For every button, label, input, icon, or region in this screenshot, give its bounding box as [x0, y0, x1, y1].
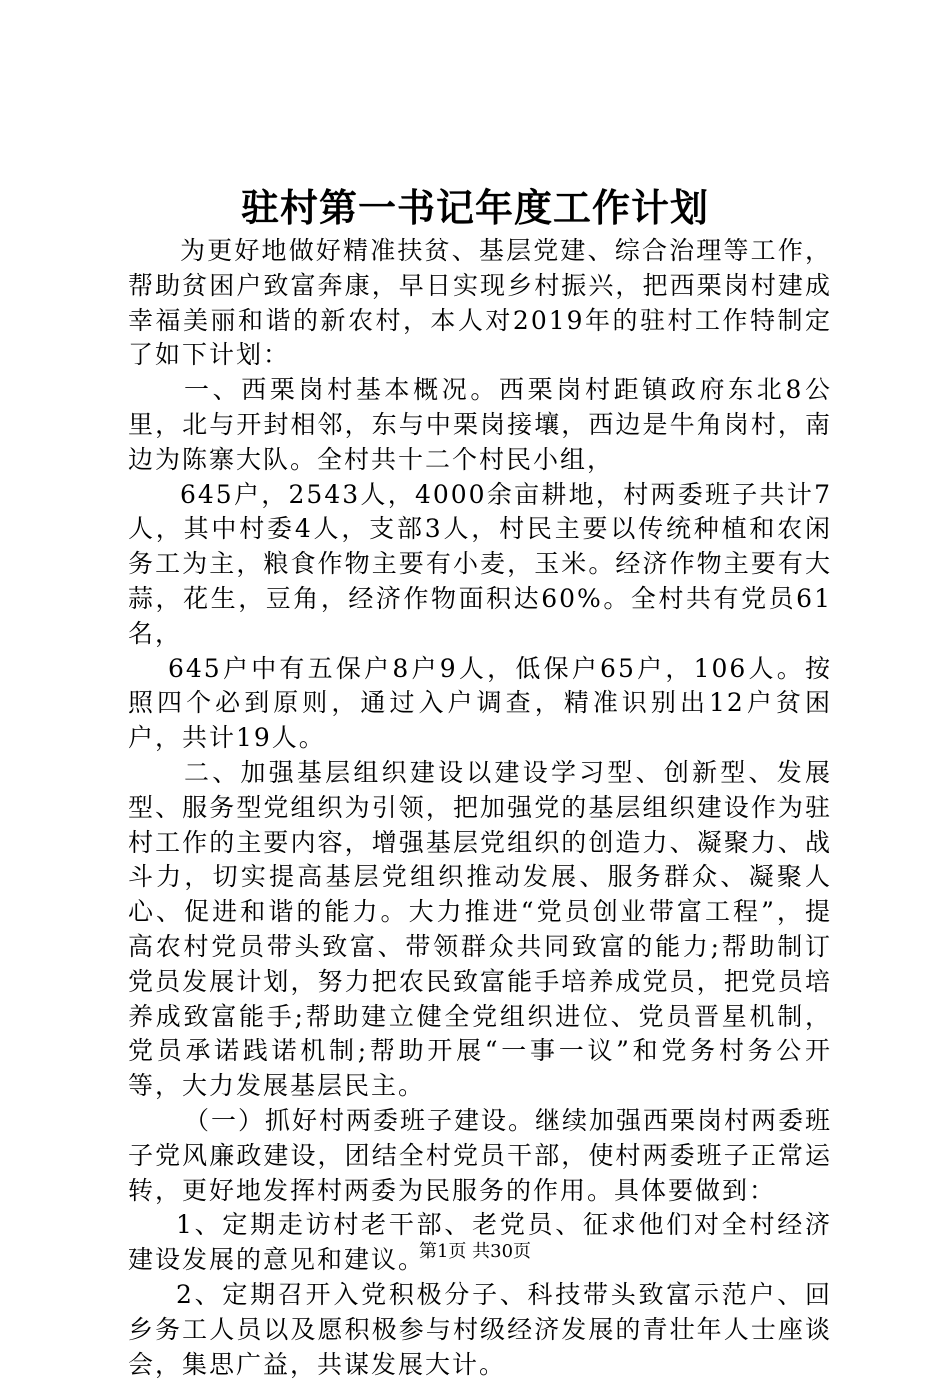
paragraph-item-1: 1、定期走访村老干部、老党员、征求他们对全村经济建设发展的意见和建议。 — [128, 1210, 832, 1275]
paragraph-grassroots-organization: 二、加强基层组织建设以建设学习型、创新型、发展型、服务型党组织为引领，把加强党的基层组织建设作为驻村工作的主要内容，增强基层党组织的创造力、凝聚力、战斗力，切实提高基层党组织推动发展、服务群众、凝聚人心、促进和谐的能力。大力推进“党员创业带富工程”，提高农村党员带头致富、带领群众共同致富的能力;帮助制订党员发展计划，努力把农民致富能手培养成党员，把党员培养成致富能手;帮助建立健全党组织进位、党员晋星机制，党员承诺践诺机制;帮助开展“一事一议”和党务村务公开等，大力发展基层民主。 — [128, 757, 832, 1101]
document-title: 驻村第一书记年度工作计划 — [240, 185, 709, 230]
paragraph-item-2: 2、定期召开入党积极分子、科技带头致富示范户、回乡务工人员以及愿积极参与村级经济发展的青壮年人士座谈会，集思广益，共谋发展大计。 — [128, 1279, 832, 1379]
paragraph-village-overview: 一、西栗岗村基本概况。西栗岗村距镇政府东北8公里，北与开封相邻，东与中栗岗接壤，西边是牛角岗村，南边为陈寨大队。全村共十二个村民小组， — [128, 375, 832, 474]
document-body — [128, 234, 832, 1382]
paragraph-committee-building: （一）抓好村两委班子建设。继续加强西栗岗村两委班子党风廉政建设，团结全村党员干部，使村两委班子正常运转，更好地发挥村两委为民服务的作用。具体要做到： — [128, 1105, 833, 1205]
page-number-footer: 第1页 共30页 — [418, 1241, 532, 1262]
paragraph-poverty-households: 645户中有五保户8户9人，低保户65户，106人。按照四个必到原则，通过入户调查，精准识别出12户贫困户，共计19人。 — [128, 653, 832, 753]
paragraph-intro: 为更好地做好精准扶贫、基层党建、综合治理等工作，帮助贫困户致富奔康，早日实现乡村振兴，把西栗岗村建成幸福美丽和谐的新农村，本人对2019年的驻村工作特制定了如下计划： — [128, 236, 832, 370]
paragraph-village-population: 645户，2543人，4000余亩耕地，村两委班子共计7人，其中村委4人，支部3人，村民主要以传统种植和农闲务工为主，粮食作物主要有小麦，玉米。经济作物主要有大蒜，花生，豆角，经济作物面积达60%。全村共有党员61名， — [128, 479, 832, 648]
